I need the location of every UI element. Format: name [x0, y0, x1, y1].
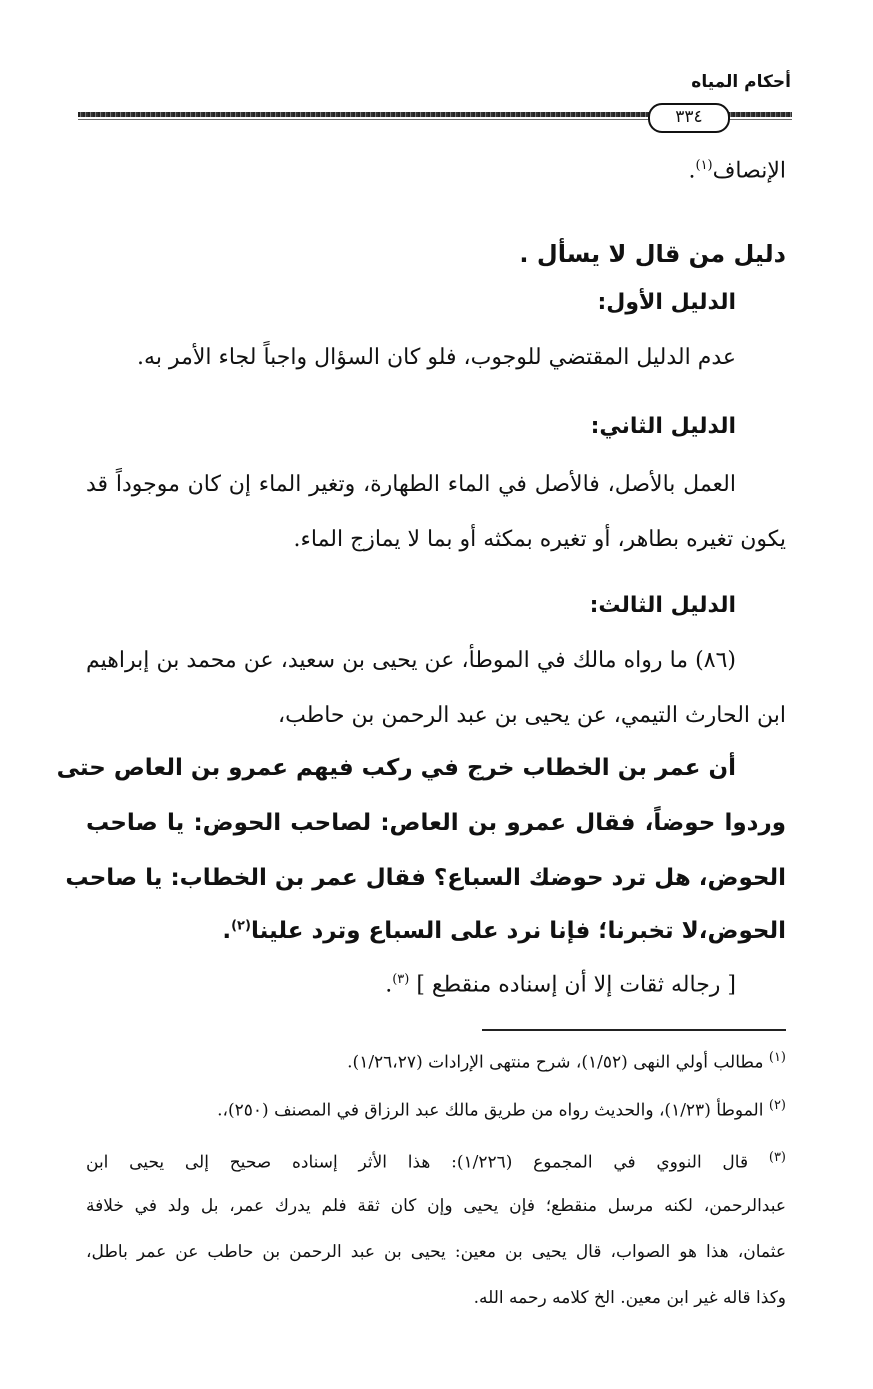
quote-end: .: [222, 918, 232, 944]
footnote-3-marker: (٣): [768, 1150, 786, 1165]
proof2-line2: يكون تغيره بطاهر، أو تغيره بمكثه أو بما لا يمازج الماء.: [293, 527, 786, 552]
grading-line: [385, 972, 736, 999]
footnote-3-text-1: قال النووي في المجموع (١/٢٢٦): هذا الأثر إسناده صحيح إلى يحيى ابن: [86, 1152, 749, 1173]
footnote-3-line1: [86, 1150, 786, 1173]
quote-line1: أن عمر بن الخطاب خرج في ركب فيهم عمرو بن العاص حتى: [56, 755, 736, 781]
footnote-2: [217, 1098, 786, 1121]
section-heading: دليل من قال لا يسأل .: [519, 240, 786, 268]
quote-line4: [222, 918, 786, 946]
proof2-heading: الدليل الثاني:: [590, 414, 736, 439]
footnote-1: [347, 1050, 786, 1073]
carryover-text: الإنصاف: [712, 158, 786, 184]
quote-line2: وردوا حوضاً، فقال عمرو بن العاص: لصاحب الحوض: يا صاحب: [86, 810, 786, 836]
carryover-end: .: [688, 158, 696, 184]
footnote-3-line3: عثمان، هذا هو الصواب، قال يحيى بن معين: يحيى بن عبد الرحمن بن حاطب عن عمر باطل،: [86, 1242, 786, 1262]
hadith-line1: (٨٦) ما رواه مالك في الموطأ، عن يحيى بن سعيد، عن محمد بن إبراهيم: [86, 648, 736, 673]
footnote-ref-2: (٢): [231, 918, 251, 934]
proof2-line1: العمل بالأصل، فالأصل في الماء الطهارة، وتغير الماء إن كان موجوداً قد: [86, 472, 736, 497]
footnote-ref-3: (٣): [392, 972, 410, 987]
footnote-2-marker: (٢): [768, 1098, 786, 1113]
grading-end: .: [385, 972, 393, 998]
proof1-text: عدم الدليل المقتضي للوجوب، فلو كان السؤال واجباً لجاء الأمر به.: [137, 345, 736, 370]
proof1-heading: الدليل الأول:: [597, 290, 736, 315]
quote-line4-text: الحوض،لا تخبرنا؛ فإنا نرد على السباع وترد علينا: [250, 918, 786, 944]
footnote-1-text: مطالب أولي النهى (١/٥٢)، شرح منتهى الإرادات (١/٢٦،٢٧).: [347, 1052, 764, 1073]
quote-line3: الحوض، هل ترد حوضك السباع؟ فقال عمر بن الخطاب: يا صاحب: [65, 865, 786, 891]
footnote-2-text: الموطأ (١/٢٣)، والحديث رواه من طريق مالك عبد الرزاق في المصنف (٢٥٠)،.: [217, 1100, 764, 1121]
footnote-1-marker: (١): [768, 1050, 786, 1065]
carryover-line: [688, 158, 786, 185]
footnote-3-line4: وكذا قاله غير ابن معين. الخ كلامه رحمه الله.: [473, 1288, 786, 1308]
footnote-3-line2: عبدالرحمن، لكنه مرسل منقطع؛ فإن يحيى وإن كان ثقة فلم يدرك عمر، بل ولد في خلافة: [86, 1196, 786, 1216]
footnote-ref-1: (١): [695, 158, 713, 173]
footnote-rule: [482, 1029, 786, 1031]
page-number: ٣٣٤: [648, 103, 730, 133]
hadith-line2: ابن الحارث التيمي، عن يحيى بن عبد الرحمن بن حاطب،: [278, 703, 786, 728]
proof3-heading: الدليل الثالث:: [589, 593, 736, 618]
running-title: أحكام المياه: [691, 72, 791, 92]
grading-text: [ رجاله ثقات إلا أن إسناده منقطع ]: [416, 972, 736, 998]
